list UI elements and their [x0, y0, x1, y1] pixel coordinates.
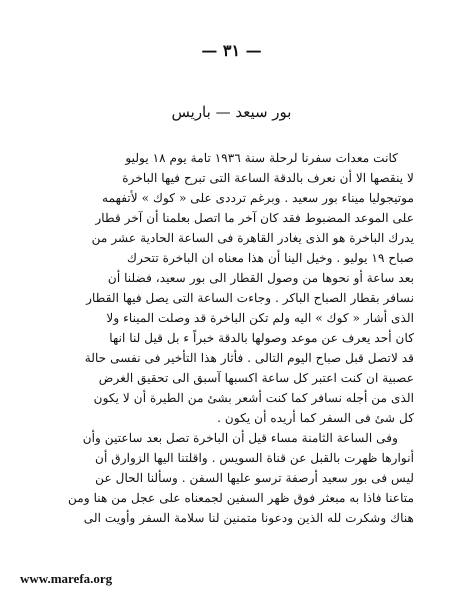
- text-line: أنوارها ظهرت بالقبل عن قناة السويس . واقلتنا اليها الزوارق أن: [95, 451, 414, 465]
- chapter-title: بور سيعد — باريس: [171, 103, 292, 121]
- text-line: كانت معدات سفرنا لرحلة سنة ١٩٣٦ تامة يوم ١٨ يوليو: [125, 151, 398, 165]
- footer-url[interactable]: www.marefa.org: [20, 571, 113, 586]
- text-line: هناك وشكرت لله الذين ودعونا متمنين لنا سلامة السفر وأويت الى: [83, 511, 414, 525]
- page-number: — ٣١ —: [201, 41, 262, 60]
- text-line: صباح ١٩ يوليو . وخيل الينا أن هذا معناه ان الباخرة تتحرك: [127, 251, 414, 265]
- text-line: الذى أشار « كوك » اليه ولم تكن الباخرة قد وصلت الميناء ولا: [106, 311, 414, 325]
- text-line: عصبية ان كنت اعتبر كل ساعة اكسبها آسبق الى تحقيق الغرض: [98, 371, 414, 385]
- text-line: يدرك الباخرة هو الذى يغادر القاهرة فى الساعة الحادية عشر من: [91, 231, 414, 245]
- text-line: على الموعد المضبوط فقد كان آخر ما اتصل بعلمنا أن آخر قطار: [95, 211, 414, 225]
- text-line: لا ينقصها الا أن نعرف بالدقة الساعة التى تبرح فيها الباخرة: [122, 171, 414, 185]
- text-line: كل شئ فى السفر كما أريده أن يكون .: [217, 411, 414, 425]
- text-line: ليس فى بور سعيد أرصفة ترسو عليها السفن . وسألنا الحال عن: [95, 471, 414, 485]
- text-line: نسافر بقطار الصباح الباكر . وجاءت الساعة التى يصل فيها القطار: [86, 291, 414, 305]
- text-line: وفى الساعة الثامنة مساء قيل أن الباخرة تصل بعد ساعتين وأن: [82, 431, 398, 445]
- text-line: متاعنا فاذا به مبعثر فوق ظهر السفين لجمعناه على عجل من هنا ومن: [68, 491, 414, 505]
- body-text: [62, 148, 414, 528]
- text-line: موتيجوليا ميناء بور سعيد . وبرغم ترددى على « كوك » لأتفهمه: [102, 191, 414, 205]
- text-line: كان أحد يعرف عن موعد وصولها بالدقة خبراً ء بل قيل لنا انها: [109, 331, 414, 345]
- text-line: قد لاتصل قبل صباح اليوم التالى . فأثار هذا التأخير فى نفسى حالة: [84, 351, 414, 365]
- text-line: بعد ساعة أو نحوها من وصول القطار الى بور سعيد، فضلنا أن: [107, 271, 414, 285]
- text-line: الذى من أجله نسافر كما كنت أشعر بشئ من الطيرة أن لا يكون: [93, 391, 414, 405]
